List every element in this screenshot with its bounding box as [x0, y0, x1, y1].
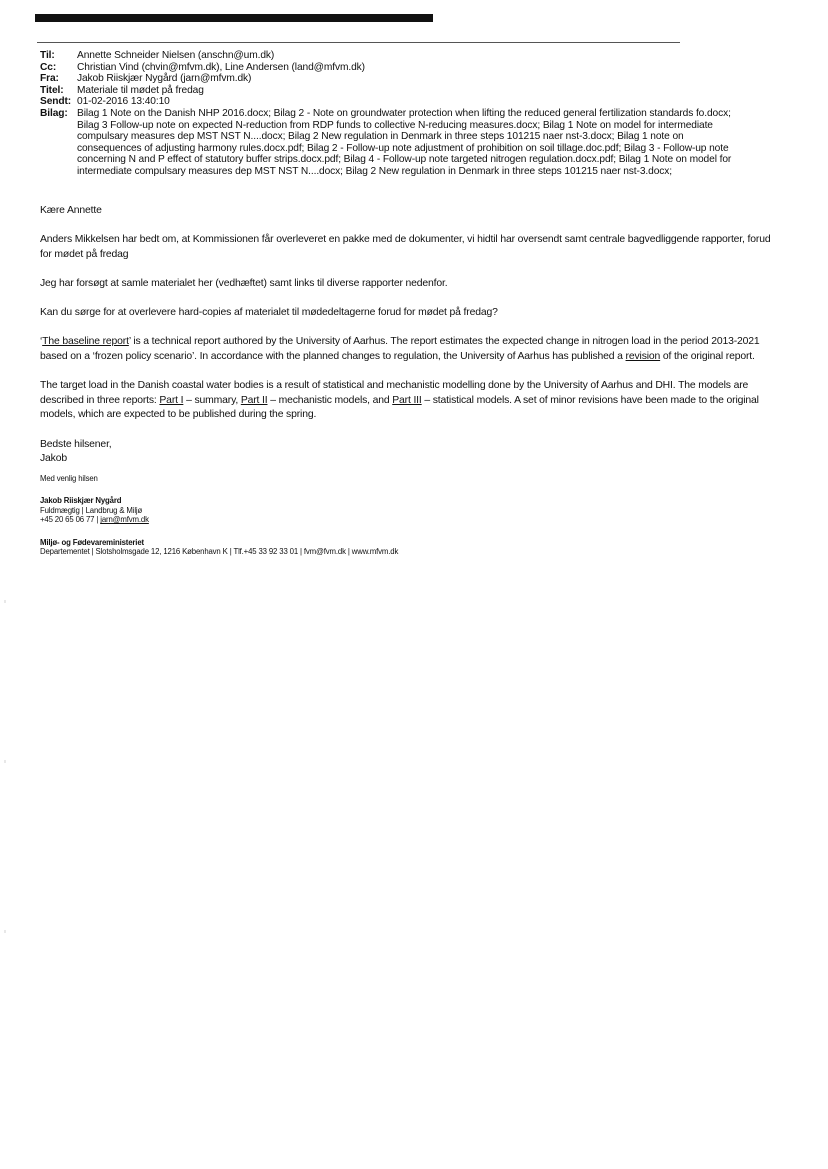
- attachments-list: [77, 108, 775, 178]
- paragraph-target-load: The target load in the Danish coastal water bodies is a result of statistical and mechanistic modelling done by the University of Aarhus and DHI. The models are described in three reports: Part I – summary, Part II – mechanistic models, and Part III – statistical models. A set of minor revisions have been made to the original models, which are expected to be published during the spring.: [40, 380, 759, 421]
- sent-label: Sendt:: [40, 96, 72, 108]
- header-divider: [37, 42, 680, 43]
- sender-name: Jakob: [40, 453, 67, 465]
- to-row: [40, 50, 775, 62]
- signature-org: [40, 538, 780, 557]
- from-label: Fra:: [40, 73, 59, 85]
- attachments-label: Bilag:: [40, 107, 68, 119]
- cc-row: [40, 62, 775, 74]
- attachments-line: Bilag 3 Follow-up note on expected N-reduction from RDP funds to collective N-reducing measures.docx; Bilag 1 Note on model for intermediate: [77, 119, 713, 131]
- signature-phone-row: [40, 515, 780, 525]
- cc-label: Cc:: [40, 61, 57, 73]
- attachments-line: concerning N and P effect of statutory buffer strips.docx.pdf; Bilag 4 - Follow-up note targeted nitrogen regulation.docx.pdf; Bilag 1 Note on model for: [77, 154, 732, 166]
- signature-phone: +45 20 65 06 77 |: [40, 515, 101, 525]
- baseline-report-link[interactable]: The baseline report: [42, 336, 129, 348]
- paragraph-attachments: Jeg har forsøgt at samle materialet her (vedhæftet) samt links til diverse rapporter nedenfor.: [40, 277, 448, 289]
- redaction-bar: [35, 14, 433, 22]
- attachments-line: consequences of adjusting harmony rules.docx.pdf; Bilag 2 - Follow-up note adjustment of prohibition on soil tillage.doc.pdf; Bilag 3 - Follow-up note: [77, 142, 729, 154]
- revision-link[interactable]: revision: [625, 350, 661, 362]
- scan-speck: [4, 930, 6, 933]
- paragraph-baseline: ‘The baseline report’ is a technical report authored by the University of Aarhus. The report estimates the expected change in nitrogen load in the period 2013-2021 based on a ‘frozen policy scenario’. In accordance with the planned changes to regulation, the University of Aarhus has published a revision of the original report.: [40, 336, 760, 362]
- scan-speck: [4, 760, 6, 763]
- sent-row: [40, 96, 775, 108]
- greeting: Kære Annette: [40, 205, 102, 216]
- to-value: Annette Schneider Nielsen (anschn@um.dk): [77, 50, 275, 61]
- from-value: Jakob Riiskjær Nygård (jarn@mfvm.dk): [77, 73, 252, 85]
- part-iii-link[interactable]: Part III: [392, 394, 422, 406]
- subject-label: Titel:: [40, 84, 64, 96]
- signature-title: Fuldmægtig | Landbrug & Miljø: [40, 505, 143, 515]
- signature-salutation: Med venlig hilsen: [40, 473, 98, 483]
- attachments-line: Bilag 1 Note on the Danish NHP 2016.docx; Bilag 2 - Note on groundwater protection when lifting the reduced general fertilization standards fo.docx;: [77, 107, 731, 119]
- subject-row: [40, 85, 775, 97]
- signature-ministry: Miljø- og Fødevareministeriet: [40, 537, 144, 547]
- email-header: [40, 50, 775, 178]
- part-i-link[interactable]: Part I: [159, 394, 184, 406]
- part-ii-link[interactable]: Part II: [240, 394, 268, 406]
- closing: Bedste hilsener,: [40, 438, 112, 450]
- subject-value: Materiale til mødet på fredag: [77, 84, 204, 96]
- attachments-line: compulsary measures dep MST NST N....docx; Bilag 2 New regulation in Denmark in three steps 101215 naer nst-3.docx; Bilag 1 note on: [77, 131, 684, 143]
- scan-speck: [4, 600, 6, 603]
- email-body: [40, 204, 780, 557]
- paragraph-hardcopies: Kan du sørge for at overlevere hard-copies af materialet til mødedeltagerne forud for mødet på fredag?: [40, 307, 498, 319]
- cc-value: Christian Vind (chvin@mfvm.dk), Line Andersen (land@mfvm.dk): [77, 61, 365, 73]
- signature-email-link[interactable]: jarn@mfvm.dk: [100, 515, 149, 525]
- paragraph-request: Anders Mikkelsen har bedt om, at Kommissionen får overleveret en pakke med de dokumenter, vi hidtil har oversendt samt centrale bagvedliggende rapporter, forud for mødet på fredag: [40, 234, 771, 260]
- signature-contact: [40, 496, 780, 525]
- signature-name: Jakob Riiskjær Nygård: [40, 496, 122, 506]
- sent-value: 01-02-2016 13:40:10: [77, 96, 170, 108]
- to-label: Til:: [40, 50, 55, 61]
- attachments-row: [40, 108, 775, 178]
- signature-address: Departementet | Slotsholmsgade 12, 1216 København K | Tlf.+45 33 92 33 01 | fvm@fvm.dk | www.mfvm.dk: [40, 547, 399, 557]
- attachments-line: intermediate compulsary measures dep MST NST N....docx; Bilag 2 New regulation in Denmark in three steps 101215 naer nst-3.docx;: [77, 165, 672, 177]
- from-row: [40, 73, 775, 85]
